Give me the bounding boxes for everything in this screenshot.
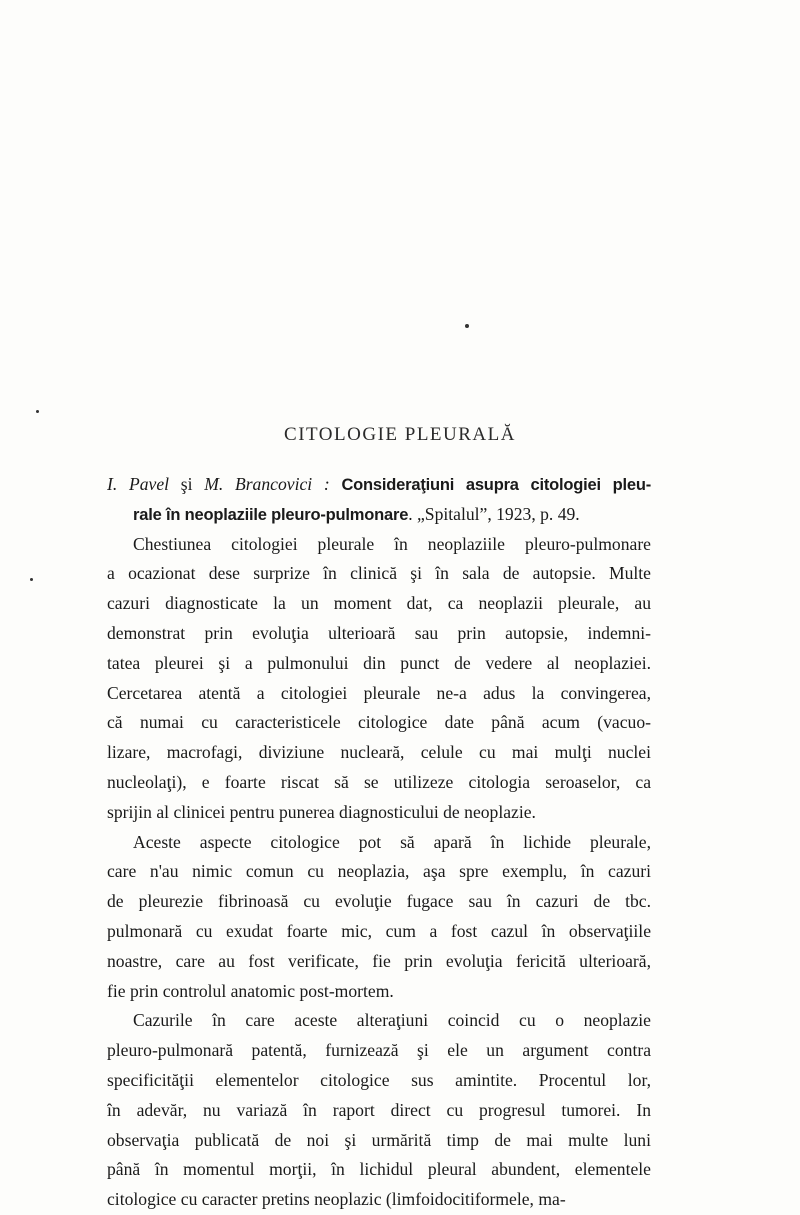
reference-title: Consideraţiuni asupra citologiei pleu- [341,476,651,494]
paragraph-line: pulmonară cu exudat foarte mic, cum a fost cazul în observaţiile [107,920,651,941]
print-speck [30,578,33,581]
paragraph-line: lizare, macrofagi, diviziune nucleară, celule cu mai mulţi nuclei [107,742,651,763]
reference-line [107,470,651,500]
paragraph-line: în adevăr, nu variază în raport direct cu progresul tumorei. In [107,1099,651,1120]
paragraph-line: citologice cu caracter pretins neoplazic (limfoidocitiformele, ma- [107,1189,566,1210]
print-speck [36,410,39,413]
paragraph-line: a ocazionat dese surprize în clinică şi în sala de autopsie. Multe [107,563,651,584]
paragraph-line: Cazurile în care aceste alteraţiuni coincid cu o neoplazie [133,1010,651,1031]
print-speck [465,324,469,328]
paragraph-line: noastre, care au fost verificate, fie prin evoluţia fericită ulterioară, [107,950,651,971]
paragraph-line: Aceste aspecte citologice pot să apară în lichide pleurale, [133,831,651,852]
paragraph-line: tatea pleurei şi a pulmonului din punct de vedere al neoplaziei. [107,652,651,673]
paragraph-line: demonstrat prin evoluţia ulterioară sau prin autopsie, indemni- [107,622,651,643]
paragraph-line: fie prin controlul anatomic post-mortem. [107,980,394,1001]
section-title: CITOLOGIE PLEURALĂ [284,424,516,445]
reference-source: . „Spitalul”, 1923, p. 49. [408,503,580,524]
reference-line [107,500,651,530]
paragraph-line: nucleolaţi), e foarte riscat să se utilizeze citologia seroaselor, ca [107,771,651,792]
reference-conjunction: şi [169,474,205,494]
paragraph-line: observaţia publicată de noi şi urmărită timp de mai multe luni [107,1129,651,1150]
paragraph-line: Cercetarea atentă a citologiei pleurale ne-a adus la convingerea, [107,682,651,703]
body-text [107,470,651,1215]
paragraph-line: Chestiunea citologiei pleurale în neoplaziile pleuro-pulmonare [133,533,651,554]
reference-author: I. Pavel [107,474,170,494]
paragraph-line: pleuro-pulmonară patentă, furnizează şi ele un argument contra [107,1040,651,1061]
paragraph-line: până în momentul morţii, în lichidul pleural abundent, elementele [107,1159,651,1180]
paragraph-line: sprijin al clinicei pentru punerea diagnosticului de neoplazie. [107,801,536,822]
paragraph-line: specificităţii elementelor citologice sus amintite. Procentul lor, [107,1069,651,1090]
paragraph-line: cazuri diagnosticate la un moment dat, ca neoplazii pleurale, au [107,593,651,614]
reference-author: M. Brancovici : [204,474,330,494]
paragraph-line: care n'au nimic comun cu neoplazia, aşa spre exemplu, în cazuri [107,861,651,882]
paragraphs [107,530,651,1215]
paragraph-line: că numai cu caracteristicele citologice date până acum (vacuo- [107,712,651,733]
reference-title: rale în neoplaziile pleuro-pulmonare [133,505,409,524]
paragraph-line: de pleurezie fibrinoasă cu evoluţie fugace sau în cazuri de tbc. [107,891,651,912]
